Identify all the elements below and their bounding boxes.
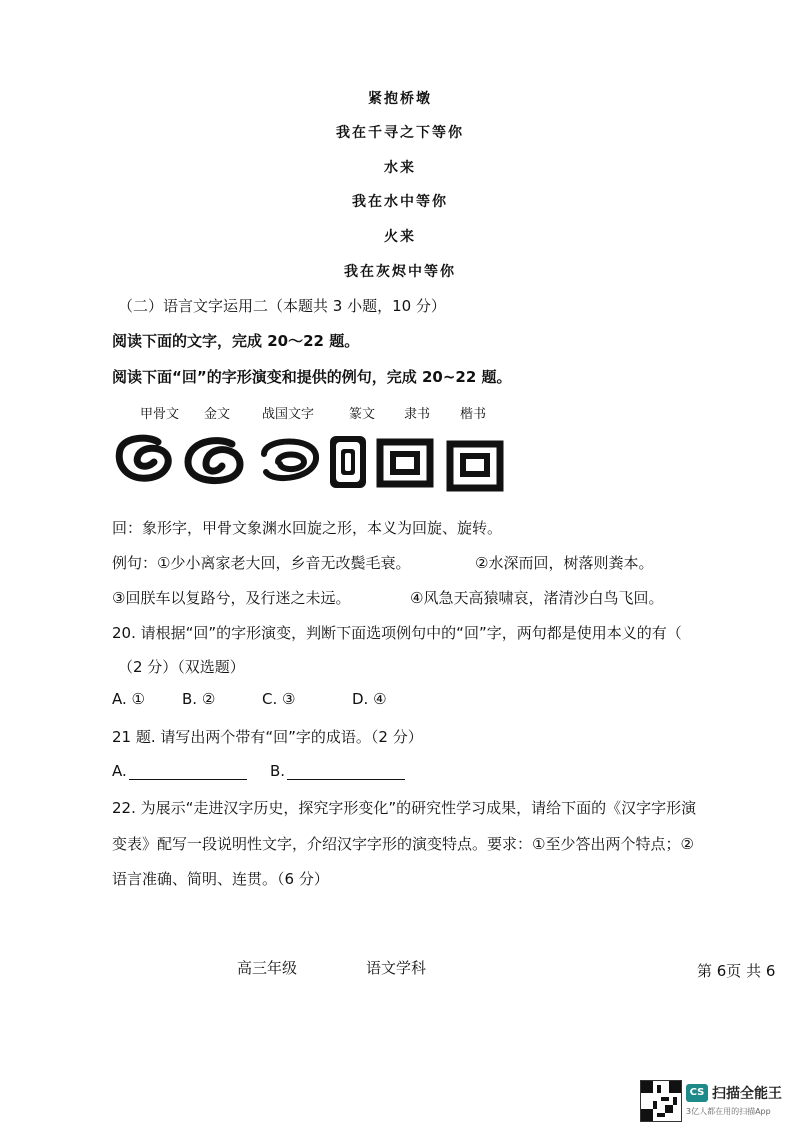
oracle-bone-hui-icon xyxy=(110,432,180,488)
q20-option-d: D. ④ xyxy=(352,690,387,708)
example-3: ③回朕车以复路兮，及行迷之未远。 xyxy=(112,589,351,607)
q21-answer-a xyxy=(112,762,247,780)
instruction-1: 阅读下面的文字，完成 20～22 题。 xyxy=(112,332,360,350)
q21-stem: 21 题. 请写出两个带有“回”字的成语。（2 分） xyxy=(112,728,423,746)
label-regular: 楷书 xyxy=(460,407,487,422)
label-oracle-bone: 甲骨文 xyxy=(140,407,180,422)
poem-line: 紧抱桥墩 xyxy=(368,91,432,107)
label-bronze: 金文 xyxy=(204,407,231,422)
q20-option-c: C. ③ xyxy=(262,690,296,708)
warring-states-hui-icon xyxy=(254,432,324,490)
qr-code-icon xyxy=(640,1080,682,1122)
q21-answer-b xyxy=(270,762,405,780)
label-warring-states: 战国文字 xyxy=(262,407,315,422)
definition-text: 回：象形字，甲骨文象渊水回旋之形，本义为回旋、旋转。 xyxy=(112,519,503,537)
q21-blank-a[interactable] xyxy=(129,765,247,780)
poem-line: 水来 xyxy=(384,160,416,176)
q22-line-2: 变表》配写一段说明性文字，介绍汉字字形的演变特点。要求：①至少答出两个特点；② xyxy=(112,835,694,853)
section-heading: （二）语言文字运用二（本题共 3 小题，10 分） xyxy=(118,297,446,315)
poem-line: 我在水中等你 xyxy=(352,194,448,210)
cs-logo-icon: CS xyxy=(686,1084,708,1102)
q21-label-a: A. xyxy=(112,762,127,780)
scanner-brand: 扫描全能王 xyxy=(712,1086,782,1102)
q21-blank-b[interactable] xyxy=(287,765,405,780)
footer-subject: 语文学科 xyxy=(366,959,427,977)
q20-note: （2 分）（双选题） xyxy=(118,658,245,676)
footer-page: 第 6页 共 6 xyxy=(697,962,776,980)
regular-hui-icon xyxy=(446,440,504,492)
q20-option-a: A. ① xyxy=(112,690,145,708)
clerical-hui-icon xyxy=(376,438,434,488)
footer-grade: 高三年级 xyxy=(237,959,298,977)
example-2: ②水深而回，树落则粪本。 xyxy=(475,554,654,572)
poem-line: 火来 xyxy=(384,229,416,245)
poem-line: 我在千寻之下等你 xyxy=(336,125,464,141)
q22-line-1: 22. 为展示“走进汉字历史，探究字形变化”的研究性学习成果，请给下面的《汉字字形演 xyxy=(112,799,697,817)
label-clerical: 隶书 xyxy=(404,407,431,422)
bronze-hui-icon xyxy=(180,434,250,488)
seal-hui-icon xyxy=(326,432,370,492)
example-4: ④风急天高猿啸哀，渚清沙白鸟飞回。 xyxy=(410,589,664,607)
q22-line-3: 语言准确、简明、连贯。（6 分） xyxy=(112,870,329,888)
label-seal: 篆文 xyxy=(349,407,376,422)
scanner-tagline: 3亿人都在用的扫描App xyxy=(686,1107,771,1116)
example-1: 例句：①少小离家老大回，乡音无改鬓毛衰。 xyxy=(112,554,411,572)
script-labels-row xyxy=(0,403,800,423)
scanner-watermark xyxy=(636,1080,796,1122)
poem-line: 我在灰烬中等你 xyxy=(344,264,456,280)
q20-stem: 20. 请根据“回”的字形演变，判断下面选项例句中的“回”字，两句都是使用本义的有（ xyxy=(112,624,682,642)
q20-option-b: B. ② xyxy=(182,690,216,708)
instruction-2: 阅读下面“回”的字形演变和提供的例句，完成 20~22 题。 xyxy=(112,368,512,386)
q21-label-b: B. xyxy=(270,762,286,780)
